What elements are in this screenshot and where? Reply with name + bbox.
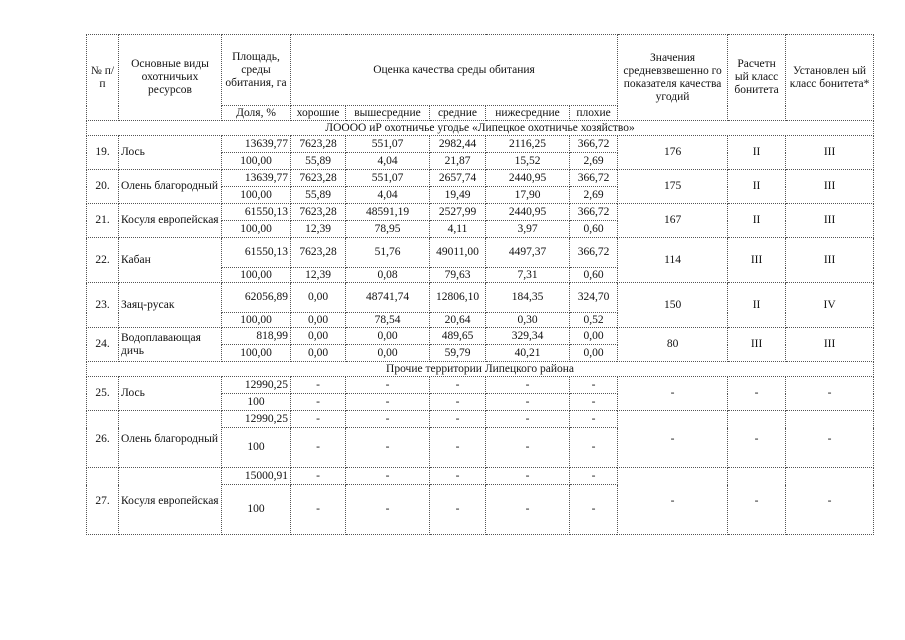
header-weighted: Значения средневзвешенно го показателя качества угодий — [618, 35, 728, 121]
row-number: 27. — [87, 468, 119, 535]
share-value: 100,00 — [222, 221, 291, 238]
header-set-class: Установлен ый класс бонитета* — [786, 35, 874, 121]
bad-area: 0,00 — [570, 328, 618, 345]
bad-share: - — [570, 394, 618, 411]
good-area: - — [291, 377, 346, 394]
share-value: 100 — [222, 485, 291, 535]
mid-share: - — [430, 485, 486, 535]
calc-class: - — [728, 377, 786, 411]
bad-area: - — [570, 377, 618, 394]
above-area: 51,76 — [346, 238, 430, 268]
below-area: 184,35 — [486, 283, 570, 313]
good-area: 0,00 — [291, 328, 346, 345]
species-name: Лось — [119, 377, 222, 411]
area-value: 61550,13 — [222, 204, 291, 221]
mid-area: 2527,99 — [430, 204, 486, 221]
row-number: 25. — [87, 377, 119, 411]
area-value: 62056,89 — [222, 283, 291, 313]
set-class: III — [786, 136, 874, 170]
set-class: III — [786, 204, 874, 238]
weighted-value: 167 — [618, 204, 728, 238]
above-area: - — [346, 411, 430, 428]
section-title-other-territories: Прочие территории Липецкого района — [87, 362, 874, 377]
above-share: 78,54 — [346, 313, 430, 328]
below-share: 3,97 — [486, 221, 570, 238]
above-area: 551,07 — [346, 136, 430, 153]
set-class: IV — [786, 283, 874, 328]
row-number: 21. — [87, 204, 119, 238]
calc-class: - — [728, 411, 786, 468]
section-title-hunting-ground: ЛОООО иР охотничье угодье «Липецкое охотничье хозяйство» — [87, 121, 874, 136]
calc-class: III — [728, 238, 786, 283]
share-value: 100,00 — [222, 268, 291, 283]
good-share: 0,00 — [291, 313, 346, 328]
mid-area: 489,65 — [430, 328, 486, 345]
weighted-value: - — [618, 411, 728, 468]
below-share: - — [486, 394, 570, 411]
good-share: 55,89 — [291, 153, 346, 170]
header-above-average: вышесредние — [346, 106, 430, 121]
bad-share: 2,69 — [570, 187, 618, 204]
weighted-value: 150 — [618, 283, 728, 328]
species-name: Водоплавающая дичь — [119, 328, 222, 362]
bad-area: - — [570, 468, 618, 485]
bad-area: 366,72 — [570, 204, 618, 221]
below-share: 17,90 — [486, 187, 570, 204]
good-area: 0,00 — [291, 283, 346, 313]
species-name: Лось — [119, 136, 222, 170]
row-number: 19. — [87, 136, 119, 170]
good-share: - — [291, 394, 346, 411]
good-area: 7623,28 — [291, 204, 346, 221]
below-area: 2116,25 — [486, 136, 570, 153]
above-share: 0,08 — [346, 268, 430, 283]
area-value: 12990,25 — [222, 411, 291, 428]
below-area: 2440,95 — [486, 204, 570, 221]
weighted-value: 175 — [618, 170, 728, 204]
below-area: - — [486, 411, 570, 428]
bad-share: 0,60 — [570, 221, 618, 238]
below-share: - — [486, 485, 570, 535]
weighted-value: - — [618, 377, 728, 411]
below-area: 329,34 — [486, 328, 570, 345]
below-area: - — [486, 377, 570, 394]
mid-area: 49011,00 — [430, 238, 486, 268]
above-area: 48591,19 — [346, 204, 430, 221]
row-number: 26. — [87, 411, 119, 468]
area-value: 12990,25 — [222, 377, 291, 394]
header-bad: плохие — [570, 106, 618, 121]
bad-area: 366,72 — [570, 238, 618, 268]
above-share: 4,04 — [346, 187, 430, 204]
bad-share: 0,52 — [570, 313, 618, 328]
mid-area: - — [430, 411, 486, 428]
below-share: 0,30 — [486, 313, 570, 328]
good-share: - — [291, 428, 346, 468]
habitat-quality-table — [86, 34, 874, 535]
header-area: Площадь, среды обитания, га — [222, 35, 291, 106]
mid-area: 2982,44 — [430, 136, 486, 153]
bad-share: 0,00 — [570, 345, 618, 362]
above-area: - — [346, 377, 430, 394]
share-value: 100,00 — [222, 313, 291, 328]
below-area: 4497,37 — [486, 238, 570, 268]
good-area: - — [291, 468, 346, 485]
area-value: 61550,13 — [222, 238, 291, 268]
header-below-average: нижесредние — [486, 106, 570, 121]
above-area: - — [346, 468, 430, 485]
good-share: 55,89 — [291, 187, 346, 204]
header-average: средние — [430, 106, 486, 121]
set-class: III — [786, 238, 874, 283]
above-share: - — [346, 428, 430, 468]
mid-share: - — [430, 428, 486, 468]
mid-share: 4,11 — [430, 221, 486, 238]
below-area: 2440,95 — [486, 170, 570, 187]
row-number: 23. — [87, 283, 119, 328]
set-class: - — [786, 377, 874, 411]
mid-share: 59,79 — [430, 345, 486, 362]
below-share: 15,52 — [486, 153, 570, 170]
area-value: 13639,77 — [222, 170, 291, 187]
header-quality: Оценка качества среды обитания — [291, 35, 618, 106]
below-share: 40,21 — [486, 345, 570, 362]
species-name: Косуля европейская — [119, 204, 222, 238]
mid-area: - — [430, 377, 486, 394]
above-share: 4,04 — [346, 153, 430, 170]
calc-class: - — [728, 468, 786, 535]
species-name: Олень благородный — [119, 170, 222, 204]
good-share: 0,00 — [291, 345, 346, 362]
species-name: Олень благородный — [119, 411, 222, 468]
row-number: 20. — [87, 170, 119, 204]
mid-share: 20,64 — [430, 313, 486, 328]
area-value: 15000,91 — [222, 468, 291, 485]
good-share: 12,39 — [291, 221, 346, 238]
good-area: 7623,28 — [291, 238, 346, 268]
row-number: 24. — [87, 328, 119, 362]
bad-area: 366,72 — [570, 170, 618, 187]
share-value: 100,00 — [222, 187, 291, 204]
above-area: 48741,74 — [346, 283, 430, 313]
weighted-value: 114 — [618, 238, 728, 283]
above-area: 0,00 — [346, 328, 430, 345]
bad-area: 366,72 — [570, 136, 618, 153]
calc-class: II — [728, 283, 786, 328]
set-class: III — [786, 328, 874, 362]
below-share: - — [486, 428, 570, 468]
bad-share: 0,60 — [570, 268, 618, 283]
calc-class: II — [728, 204, 786, 238]
calc-class: II — [728, 170, 786, 204]
above-area: 551,07 — [346, 170, 430, 187]
share-value: 100,00 — [222, 345, 291, 362]
share-value: 100 — [222, 394, 291, 411]
mid-area: 2657,74 — [430, 170, 486, 187]
mid-area: 12806,10 — [430, 283, 486, 313]
below-share: 7,31 — [486, 268, 570, 283]
weighted-value: - — [618, 468, 728, 535]
species-name: Косуля европейская — [119, 468, 222, 535]
good-area: 7623,28 — [291, 170, 346, 187]
weighted-value: 80 — [618, 328, 728, 362]
calc-class: II — [728, 136, 786, 170]
good-area: - — [291, 411, 346, 428]
header-share: Доля, % — [222, 106, 291, 121]
area-value: 818,99 — [222, 328, 291, 345]
calc-class: III — [728, 328, 786, 362]
above-share: 0,00 — [346, 345, 430, 362]
set-class: - — [786, 468, 874, 535]
mid-share: 79,63 — [430, 268, 486, 283]
row-number: 22. — [87, 238, 119, 283]
good-share: - — [291, 485, 346, 535]
weighted-value: 176 — [618, 136, 728, 170]
good-share: 12,39 — [291, 268, 346, 283]
set-class: - — [786, 411, 874, 468]
below-area: - — [486, 468, 570, 485]
mid-share: 19,49 — [430, 187, 486, 204]
bad-share: - — [570, 428, 618, 468]
bad-share: 2,69 — [570, 153, 618, 170]
share-value: 100,00 — [222, 153, 291, 170]
species-name: Заяц-русак — [119, 283, 222, 328]
share-value: 100 — [222, 428, 291, 468]
set-class: III — [786, 170, 874, 204]
header-num: № п/п — [87, 35, 119, 121]
above-share: - — [346, 485, 430, 535]
species-name: Кабан — [119, 238, 222, 283]
good-area: 7623,28 — [291, 136, 346, 153]
bad-area: 324,70 — [570, 283, 618, 313]
mid-share: - — [430, 394, 486, 411]
above-share: - — [346, 394, 430, 411]
header-calc-class: Расчетн ый класс бонитета — [728, 35, 786, 121]
bad-area: - — [570, 411, 618, 428]
mid-share: 21,87 — [430, 153, 486, 170]
header-good: хорошие — [291, 106, 346, 121]
mid-area: - — [430, 468, 486, 485]
area-value: 13639,77 — [222, 136, 291, 153]
header-species: Основные виды охотничьих ресурсов — [119, 35, 222, 121]
bad-share: - — [570, 485, 618, 535]
above-share: 78,95 — [346, 221, 430, 238]
